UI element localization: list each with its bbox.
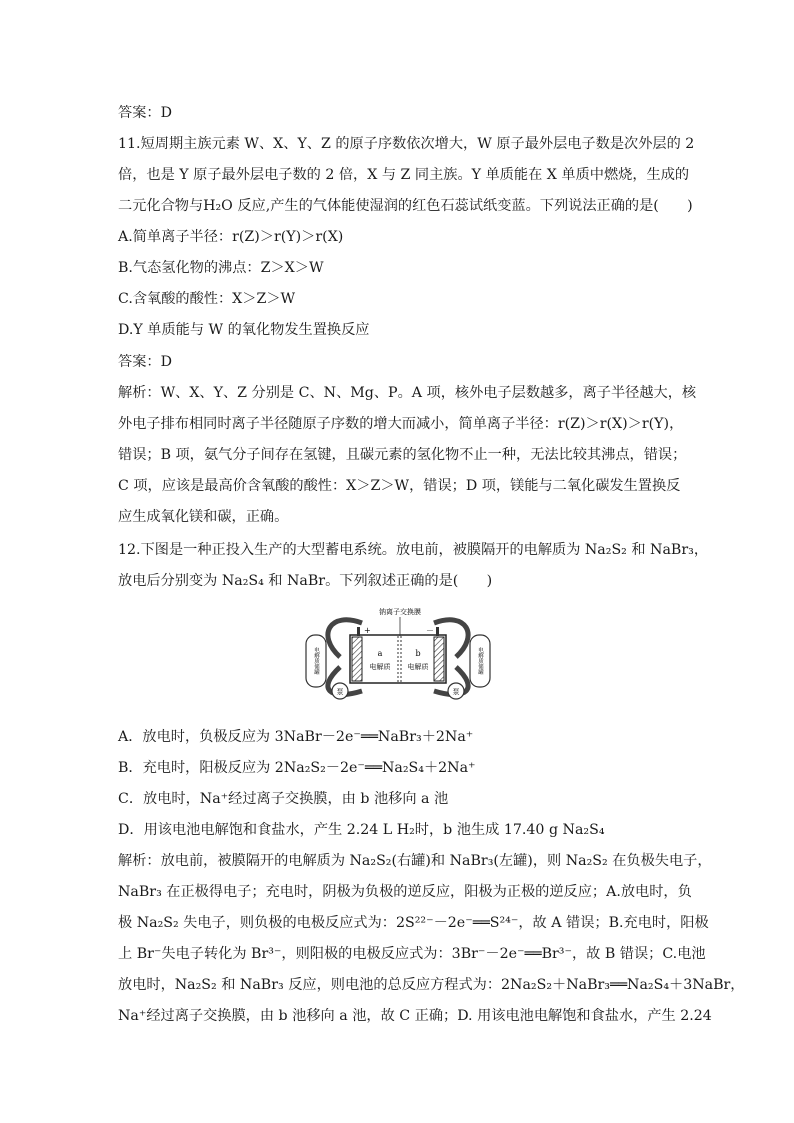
explanation-11-line-5: 应生成氧化镁和碳，正确。: [118, 509, 289, 525]
explanation-11-line-4: C 项，应该是最高价含氧酸的酸性：X＞Z＞W，错误；D 项，镁能与二氧化碳发生置换反: [118, 478, 681, 494]
positive-electrode: [352, 637, 362, 681]
option-12d: D．用该电池电解饱和食盐水，产生 2.24 L H₂时，b 池生成 17.40 g Na₂S₄: [118, 822, 605, 838]
negative-terminal: [436, 627, 439, 636]
explanation-12-line-4: 上 Br⁻失电子转化为 Br³⁻，则阳极的电极反应式为：3Br⁻－2e⁻══Br³⁻，故 B 错误；C.电池: [118, 946, 706, 962]
plus-sign: +: [364, 626, 371, 635]
explanation-12-line-3: 极 Na₂S₂ 失电子，则负极的电极反应式为：2S²²⁻－2e⁻══S²⁴⁻，故 A 错误；B.充电时，阳极: [118, 915, 709, 931]
question-12-line-1: 12.下图是一种正投入生产的大型蓄电系统。放电前，被膜隔开的电解质为 Na₂S₂ 和 NaBr₃，: [118, 542, 709, 558]
explanation-12-line-5: 放电时，Na₂S₂ 和 NaBr₃ 反应，则电池的总反应方程式为：2Na₂S₂＋NaBr₃══Na₂S₄＋3NaBr，: [118, 977, 745, 993]
explanation-12-line-2: NaBr₃ 在正极得电子；充电时，阴极为负极的逆反应，阳极为正极的逆反应；A.放电时，负: [118, 884, 692, 900]
explanation-12-line-6: Na⁺经过离子交换膜，由 b 池移向 a 池，故 C 正确；D. 用该电池电解饱和食盐水，产生 2.24: [118, 1008, 712, 1024]
membrane-label: 钠离子交换膜: [379, 608, 421, 616]
option-11d: D.Y 单质能与 W 的氧化物发生置换反应: [118, 322, 370, 338]
option-11c: C.含氧酸的酸性：X＞Z＞W: [118, 291, 296, 307]
option-12b: B．充电时，阳极反应为 2Na₂S₂－2e⁻══Na₂S₄＋2Na⁺: [118, 760, 476, 776]
answer-11: 答案：D: [118, 354, 172, 370]
question-11-line-2: 倍，也是 Y 原子最外层电子数的 2 倍，X 与 Z 同主族。Y 单质能在 X 单质中燃烧，生成的: [118, 167, 690, 183]
explanation-11-line-2: 外电子排布相同时离子半径随原子序数的增大而减小，简单离子半径：r(Z)＞r(X)＞r(Y)，: [118, 416, 684, 432]
minus-sign: －: [426, 626, 434, 635]
explanation-11-line-1: 解析：W、X、Y、Z 分别是 C、N、Mg、P。A 项，核外电子层数越多，离子半径越大，核: [118, 385, 697, 401]
question-11-line-1: 11.短周期主族元素 W、X、Y、Z 的原子序数依次增大，W 原子最外层电子数是次外层的 2: [118, 136, 695, 152]
battery-diagram: [300, 605, 496, 703]
answer-10: 答案：D: [118, 105, 172, 121]
option-12a: A．放电时，负极反应为 3NaBr－2e⁻══NaBr₃＋2Na⁺: [118, 729, 474, 745]
compartment-a-label: 电解质: [369, 663, 391, 671]
left-pump-label: 泵: [336, 688, 344, 696]
option-12c: C．放电时，Na⁺经过离子交换膜，由 b 池移向 a 池: [118, 791, 449, 807]
explanation-11-line-3: 错误；B 项，氨气分子间存在氢键，且碳元素的氢化物不止一种，无法比较其沸点，错误；: [118, 447, 687, 463]
compartment-b-label: 电解质: [407, 663, 429, 671]
right-pump-label: 泵: [452, 688, 460, 696]
question-11-line-3: 二元化合物与H₂O 反应,产生的气体能使湿润的红色石蕊试纸变蓝。下列说法正确的是( ): [118, 198, 693, 214]
option-11a: A.简单离子半径：r(Z)＞r(Y)＞r(X): [118, 229, 344, 245]
right-tank-label: 电解质储罐: [477, 647, 483, 675]
question-12-line-2: 放电后分别变为 Na₂S₄ 和 NaBr。下列叙述正确的是( ): [118, 573, 493, 589]
compartment-a-letter: a: [377, 649, 383, 658]
negative-electrode: [434, 637, 444, 681]
left-tank-label: 电解质储罐: [313, 647, 319, 675]
positive-terminal: [357, 627, 360, 636]
option-11b: B.气态氢化物的沸点：Z＞X＞W: [118, 260, 324, 276]
explanation-12-line-1: 解析：放电前，被膜隔开的电解质为 Na₂S₂(右罐)和 NaBr₃(左罐)，则 Na₂S₂ 在负极失电子，: [118, 853, 712, 869]
cell-body: [350, 635, 446, 683]
compartment-b-letter: b: [415, 649, 421, 658]
